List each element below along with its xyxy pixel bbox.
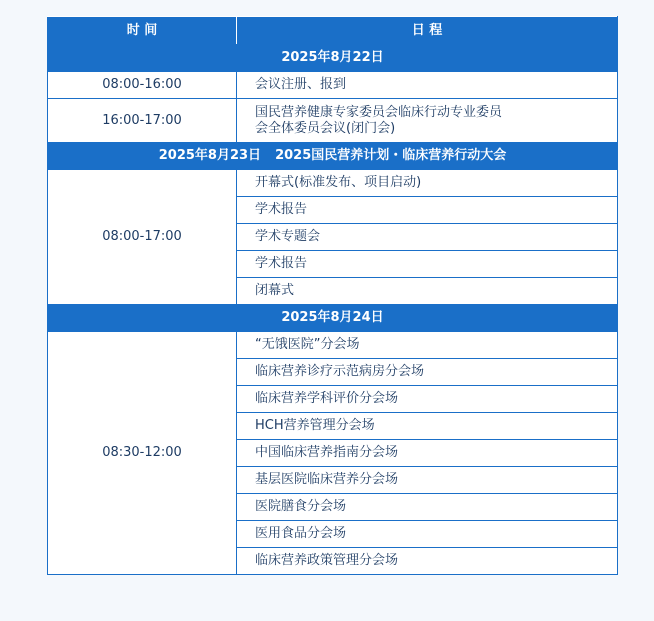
agenda-item-line: 会全体委员会议(闭门会) bbox=[255, 120, 396, 136]
time-cell: 08:30-12:00 bbox=[48, 332, 237, 575]
date-heading bbox=[48, 305, 618, 332]
time-cell: 08:00-16:00 bbox=[48, 72, 237, 99]
schedule-row bbox=[48, 72, 618, 99]
agenda-item bbox=[237, 521, 618, 548]
agenda-item-line: 学术报告 bbox=[255, 256, 308, 271]
agenda-item bbox=[237, 386, 618, 413]
agenda-item-line: 医院膳食分会场 bbox=[255, 499, 347, 514]
schedule-row bbox=[48, 332, 618, 359]
agenda-item-line: 开幕式(标准发布、项目启动) bbox=[255, 175, 422, 190]
schedule-row bbox=[48, 99, 618, 143]
header-row bbox=[48, 17, 618, 45]
agenda-item bbox=[237, 332, 618, 359]
schedule-row bbox=[48, 170, 618, 197]
agenda-item-line: 基层医院临床营养分会场 bbox=[255, 472, 399, 487]
date-heading bbox=[48, 45, 618, 72]
agenda-item bbox=[237, 170, 618, 197]
time-cell: 16:00-17:00 bbox=[48, 99, 237, 143]
day-date: 2025年8月24日 bbox=[281, 310, 384, 325]
day-date: 2025年8月22日 bbox=[281, 50, 384, 65]
agenda-item bbox=[237, 413, 618, 440]
agenda-item-line: 临床营养诊疗示范病房分会场 bbox=[255, 364, 425, 379]
agenda-item-line: 医用食品分会场 bbox=[255, 526, 347, 541]
agenda-item-line: 临床营养学科评价分会场 bbox=[255, 391, 399, 406]
day-date: 2025年8月23日 bbox=[158, 148, 262, 163]
agenda-item-line: “无饿医院”分会场 bbox=[255, 337, 360, 352]
agenda-item-line: 中国临床营养指南分会场 bbox=[255, 445, 399, 460]
agenda-item bbox=[237, 440, 618, 467]
agenda-item bbox=[237, 278, 618, 305]
agenda-item-line: 学术专题会 bbox=[255, 229, 321, 244]
agenda-item bbox=[237, 251, 618, 278]
date-row bbox=[48, 45, 618, 72]
date-heading bbox=[48, 143, 618, 170]
agenda-item-line: 会议注册、报到 bbox=[255, 77, 347, 92]
agenda-item-line: 闭幕式 bbox=[255, 283, 295, 298]
agenda-item bbox=[237, 494, 618, 521]
date-row bbox=[48, 305, 618, 332]
schedule-table bbox=[47, 16, 618, 575]
agenda-item bbox=[237, 72, 618, 99]
time-column-header: 时 间 bbox=[48, 17, 237, 45]
agenda-item-line: 国民营养健康专家委员会临床行动专业委员 bbox=[255, 104, 503, 120]
agenda-item bbox=[237, 467, 618, 494]
agenda-item bbox=[237, 224, 618, 251]
agenda-item bbox=[237, 548, 618, 575]
agenda-item bbox=[237, 99, 618, 143]
agenda-item-line: 学术报告 bbox=[255, 202, 308, 217]
day-title: 2025国民营养计划・临床营养行动大会 bbox=[275, 148, 507, 163]
date-row bbox=[48, 143, 618, 170]
agenda-item bbox=[237, 197, 618, 224]
agenda-item-line: HCH营养管理分会场 bbox=[255, 418, 375, 433]
agenda-item bbox=[237, 359, 618, 386]
agenda-item-line: 临床营养政策管理分会场 bbox=[255, 553, 399, 568]
schedule-body bbox=[48, 45, 618, 575]
agenda-column-header: 日 程 bbox=[237, 17, 618, 45]
time-cell: 08:00-17:00 bbox=[48, 170, 237, 305]
